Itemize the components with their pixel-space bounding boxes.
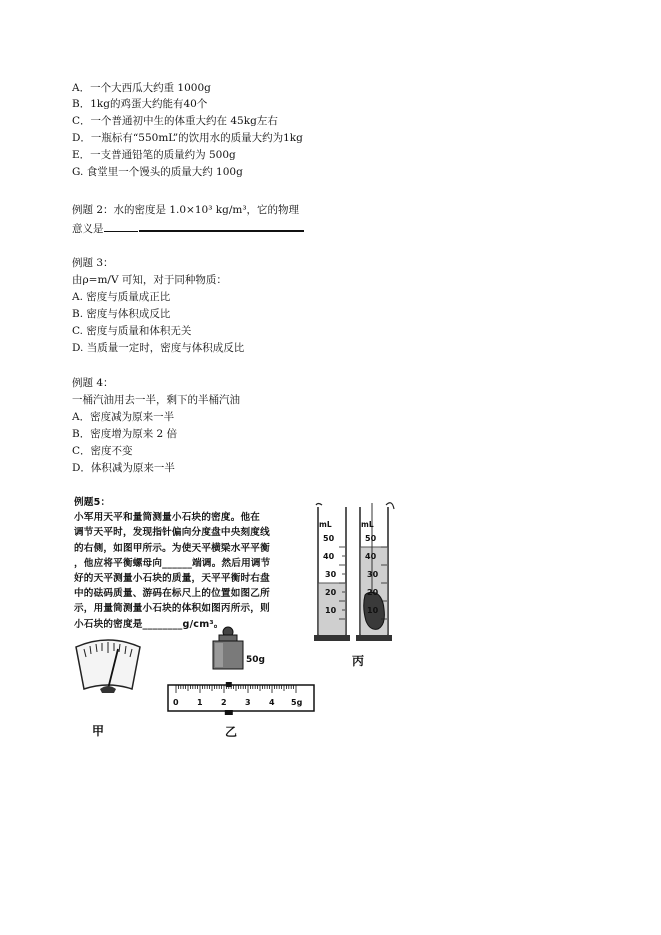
example5-line-6: 中的砝码质量、游码在标尺上的位置如图乙所: [74, 588, 270, 600]
ruler-label-4: 4: [269, 698, 275, 707]
right-cylinder-unit: mL: [361, 520, 374, 529]
example4-title: 例题 4：: [72, 377, 114, 389]
option-a: A．一个大西瓜大约重 1000g: [72, 82, 211, 94]
ruler-label-0: 0: [173, 698, 179, 707]
example4-option-a: A．密度减为原来一半: [72, 411, 175, 423]
right-tick-50: 50: [365, 534, 377, 543]
example5-text: [74, 495, 306, 632]
example5-line-3: 的右侧，如图甲所示。为使天平横梁水平平衡: [74, 542, 270, 554]
left-tick-50: 50: [323, 534, 335, 543]
example3-option-d: D. 当质量一定时，密度与体积成反比: [72, 342, 245, 354]
ruler-label-5: 5g: [291, 698, 303, 707]
left-tick-30: 30: [325, 570, 337, 579]
example4-option-d: D．体积减为原来一半: [72, 462, 175, 474]
option-g: G. 食堂里一个馒头的质量大约 100g: [72, 166, 243, 178]
example5-line-4: ，他应将平衡螺母向______端调。然后用调节: [74, 557, 271, 569]
example2-line1: 例题 2：水的密度是 1.0×10³ kg/m³，它的物理: [72, 204, 300, 216]
example5-line-1: 小军用天平和量筒测量小石块的密度。他在: [74, 512, 261, 524]
example3-title: 例题 3：: [72, 257, 114, 269]
example2-blank-short: [104, 220, 138, 232]
left-cylinder-icon: [314, 504, 350, 642]
left-cylinder-unit: mL: [319, 520, 332, 529]
option-d: D．一瓶标有“550mL”的饮用水的质量大约为1kg: [72, 132, 303, 144]
rider-bottom-icon: [225, 710, 233, 715]
example4-option-b: B．密度增为原来 2 倍: [72, 428, 178, 440]
example2-meaning-label: 意义是: [72, 223, 104, 235]
figure-label-yi: 乙: [225, 725, 238, 739]
example4-stem: 一桶汽油用去一半，剩下的半桶汽油: [72, 394, 240, 406]
example5-line-5: 好的天平测量小石块的质量，天平平衡时右盘: [74, 573, 270, 585]
right-tick-30: 30: [367, 570, 379, 579]
example2-blank-long: [139, 219, 304, 232]
example2-line2: [72, 219, 304, 236]
ruler-label-2: 2: [221, 698, 227, 707]
example5-line-7: 示，用量筒测量小石块的体积如图丙所示，则: [74, 603, 270, 615]
example3-option-b: B. 密度与体积成反比: [72, 308, 171, 320]
balance-scale-dial-icon: [72, 637, 144, 695]
left-tick-10: 10: [325, 606, 337, 615]
graduated-cylinders-icon: [310, 497, 405, 647]
left-tick-40: 40: [323, 552, 335, 561]
example5-figure: [70, 495, 400, 745]
example5-line-8: 小石块的密度是________g/cm³。: [74, 618, 224, 630]
example3-stem: 由ρ=m/V 可知，对于同种物质：: [72, 274, 227, 286]
right-tick-10: 10: [367, 606, 379, 615]
example5-title: 例题5：: [74, 497, 111, 508]
example5-line-2: 调节天平时，发现指针偏向分度盘中央刻度线: [74, 527, 270, 539]
figure-label-bing: 丙: [352, 654, 365, 668]
weight-label: 50g: [246, 655, 265, 665]
right-tick-20: 20: [367, 588, 379, 597]
option-b: B．1kg的鸡蛋大约能有40个: [72, 98, 208, 110]
example4-option-c: C．密度不变: [72, 445, 133, 457]
option-c: C．一个普通初中生的体重大约在 45kg左右: [72, 115, 278, 127]
left-tick-20: 20: [325, 588, 337, 597]
figure-label-jia: 甲: [92, 724, 105, 738]
weight-50g-icon: [210, 625, 270, 675]
balance-ruler-icon: [166, 681, 316, 717]
rider-top-icon: [226, 682, 232, 687]
example3-option-a: A. 密度与质量成正比: [72, 291, 171, 303]
right-cylinder-icon: [356, 503, 394, 641]
option-e: E．一支普通铅笔的质量约为 500g: [72, 149, 236, 161]
example3-option-c: C. 密度与质量和体积无关: [72, 325, 192, 337]
ruler-label-1: 1: [197, 698, 203, 707]
right-tick-40: 40: [365, 552, 377, 561]
ruler-label-3: 3: [245, 698, 251, 707]
